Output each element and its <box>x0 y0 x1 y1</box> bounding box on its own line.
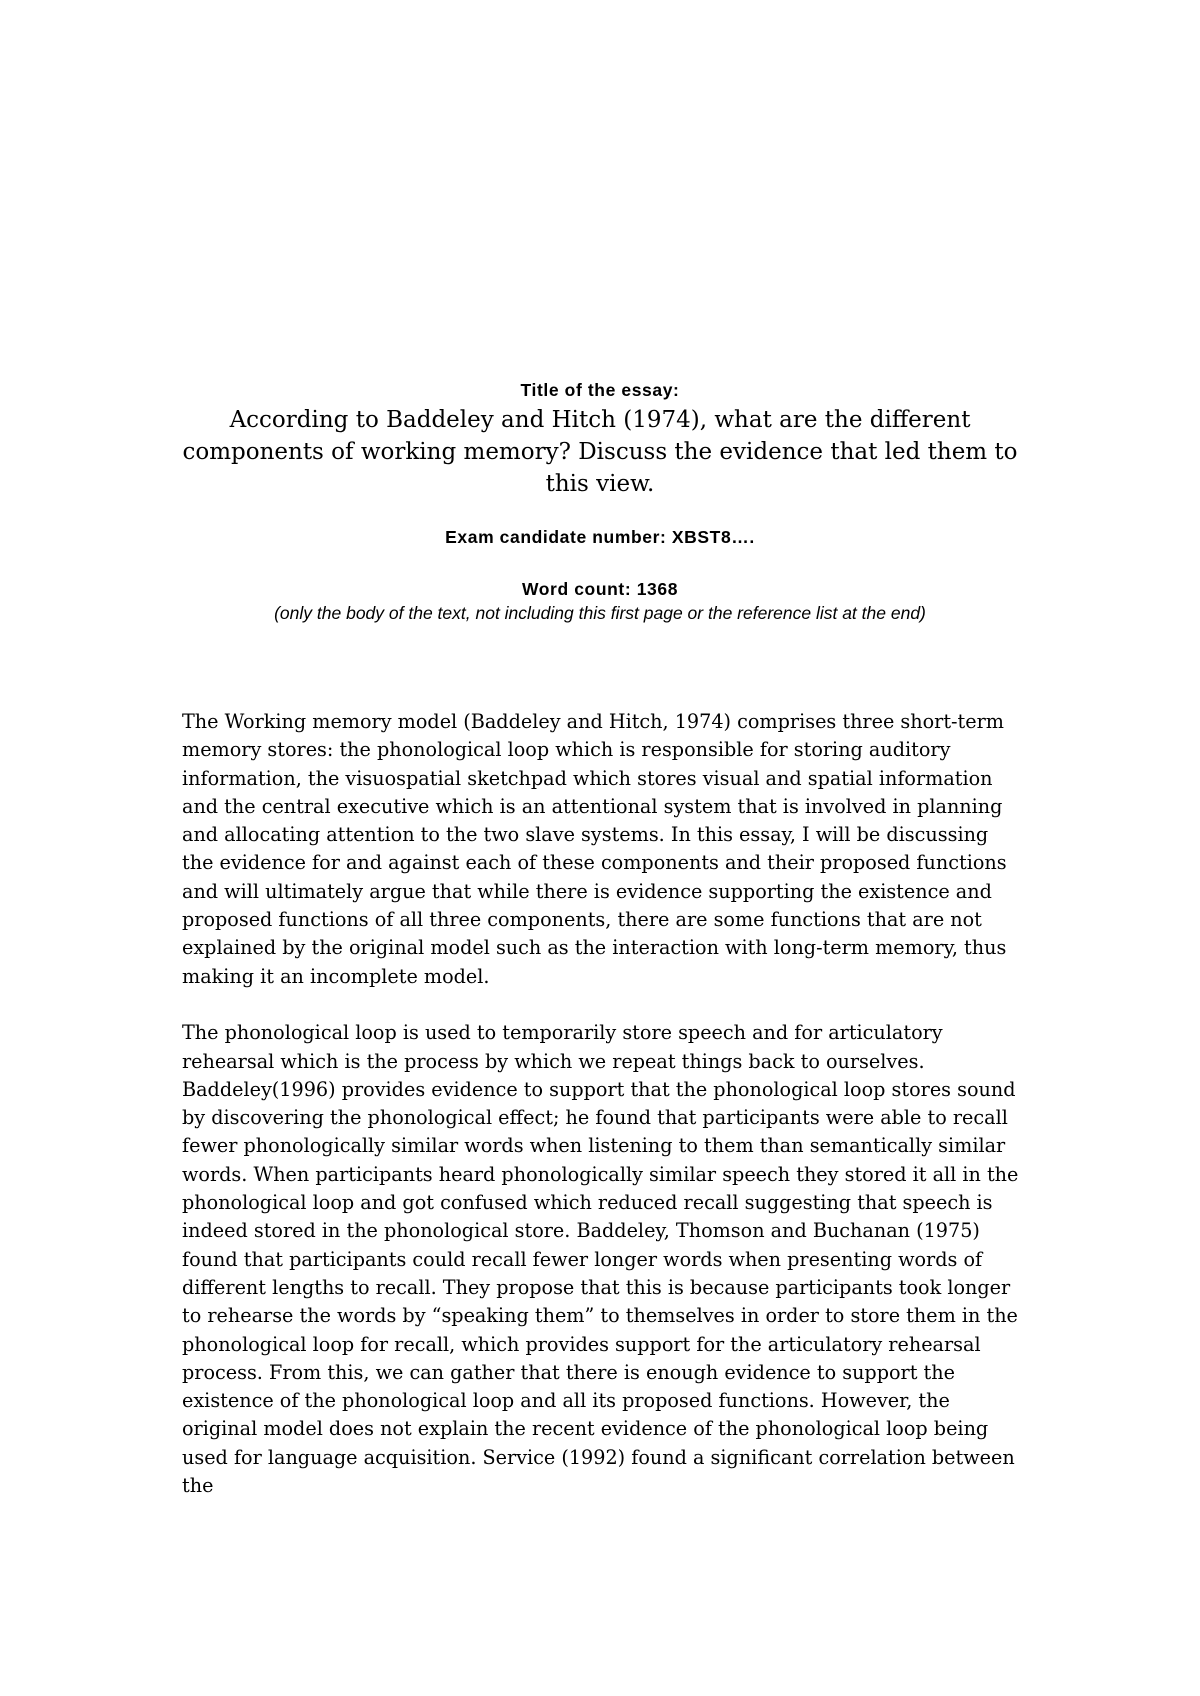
word-count: Word count: 1368 <box>521 579 679 599</box>
body-paragraph: The Working memory model (Baddeley and Hitch, 1974) comprises three short-term memory stores: the phonological loop which is responsible for storing auditory information, the visuospatial sketchpad which stores visual and spatial information and the central executive which is an attentional system that is involved in planning and allocating attention to the two slave systems. In this essay, I will be discussing the evidence for and against each of these components and their proposed functions and will ultimately argue that while there is evidence supporting the existence and proposed functions of all three components, there are some functions that are not explained by the original model such as the interaction with long-term memory, thus making it an incomplete model. <box>182 710 1007 988</box>
candidate-number: Exam candidate number: XBST8…. <box>445 527 755 547</box>
body-paragraph: The phonological loop is used to temporarily store speech and for articulatory rehearsal which is the process by which we repeat things back to ourselves. Baddeley(1996) provides evidence to support that the phonological loop stores sound by discovering the phonological effect; he found that participants were able to recall fewer phonologically similar words when listening to them than semantically similar words. When participants heard phonologically similar speech they stored it all in the phonological loop and got confused which reduced recall suggesting that speech is indeed stored in the phonological store. Baddeley, Thomson and Buchanan (1975) found that participants could recall fewer longer words when presenting words of different lengths to recall. They propose that this is because participants took longer to rehearse the words by “speaking them” to themselves in order to store them in the phonological loop for recall, which provides support for the articulatory rehearsal process. From this, we can gather that there is enough evidence to support the existence of the phonological loop and all its proposed functions. However, the original model does not explain the recent evidence of the phonological loop being used for language acquisition. Service (1992) found a significant correlation between the <box>182 1021 1019 1498</box>
essay-title-label: Title of the essay: <box>520 380 680 400</box>
essay-title: According to Baddeley and Hitch (1974), what are the different components of working memory? Discuss the evidence that led them to this view. <box>182 407 1018 497</box>
word-count-note: (only the body of the text, not including this first page or the reference list at the end) <box>274 603 926 623</box>
cover-block <box>178 378 1022 625</box>
essay-body <box>182 708 1022 1529</box>
